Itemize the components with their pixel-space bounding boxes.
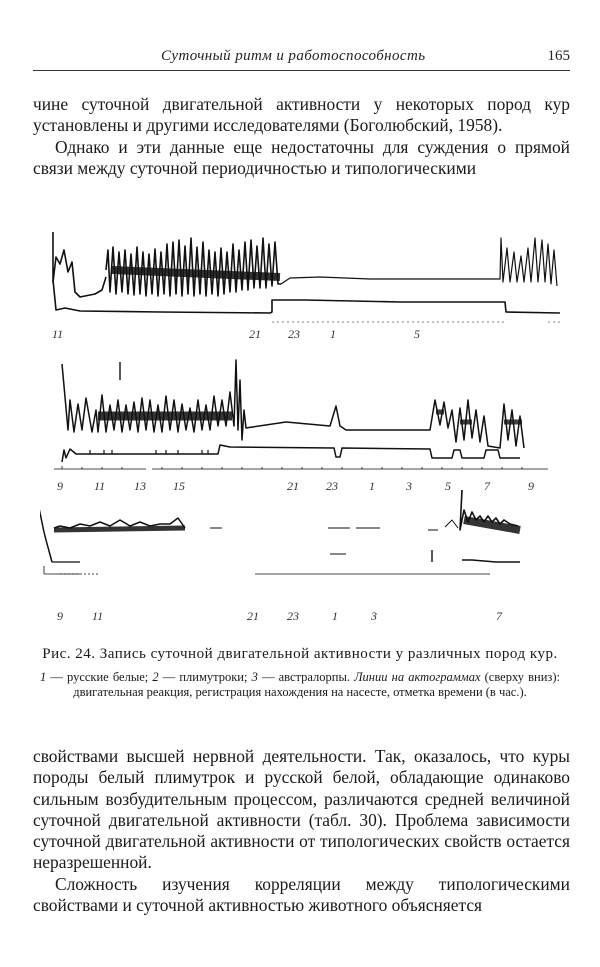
tick-label: 7	[484, 479, 490, 493]
tick-label: 7	[496, 609, 502, 623]
header-rule	[33, 70, 570, 71]
tick-label: 15	[173, 479, 185, 493]
tick-label: 11	[52, 327, 64, 341]
actogram-chart	[40, 222, 560, 632]
actogram-2	[54, 360, 548, 469]
actogram-1	[53, 232, 560, 322]
actogram-3	[40, 490, 520, 574]
figure-actograms	[40, 222, 560, 632]
legend-text: — плимутроки;	[158, 670, 252, 684]
paragraph: чине суточной двигательной активности у некоторых пород кур установлены и другими исследователями (Боголюбский, 1958).	[33, 94, 570, 136]
tick-label: 21	[249, 327, 261, 341]
paragraph: Сложность изучения корреляции между типологическими свойствами и суточной активностью животного объясняется	[33, 873, 570, 916]
running-title: Суточный ритм и работоспособность	[161, 48, 426, 64]
legend-number: 2	[152, 670, 159, 684]
legend-number: 3	[251, 670, 258, 684]
legend-italic: Линии на актограммах	[354, 670, 481, 684]
tick-label: 3	[406, 479, 412, 493]
page-number: 165	[547, 48, 570, 64]
tick-label: 1	[369, 479, 375, 493]
tick-label: 21	[247, 609, 259, 623]
legend-number: 1	[40, 670, 47, 684]
tick-label: 13	[134, 479, 146, 493]
paragraph: Однако и эти данные еще недостаточны для суждения о прямой связи между суточной периодичностью и типологическими	[33, 136, 570, 178]
legend-text: (сверху вниз): двигательная реакция, регистрация нахождения на насесте, отметка времени (в час.).	[73, 670, 560, 699]
tick-label: 5	[414, 327, 420, 341]
tick-label: 5	[445, 479, 451, 493]
legend-text: — русские белые;	[46, 670, 153, 684]
tick-label: 9	[57, 609, 63, 623]
tick-label: 23	[288, 327, 300, 341]
tick-label: 9	[57, 479, 63, 493]
tick-label: 3	[371, 609, 377, 623]
figure-caption	[40, 645, 560, 699]
caption-title: Рис. 24. Запись суточной двигательной активности у различных пород кур.	[42, 646, 558, 662]
tick-label: 23	[326, 479, 338, 493]
paragraph: свойствами высшей нервной деятельности. Так, оказалось, что куры породы белый плимутрок и русской белой, обладающие одинаково сильным возбудительным процессом, различаются средней величиной суточной двигательной активности (табл. 30). Проблема зависимости суточной двигательной активности от типологических свойств остается неразрешенной.	[33, 746, 570, 873]
tick-label: 11	[94, 479, 106, 493]
tick-label: 21	[287, 479, 299, 493]
tick-label: 1	[330, 327, 336, 341]
tick-label: 23	[287, 609, 299, 623]
tick-label: 1	[332, 609, 338, 623]
running-header	[33, 46, 570, 68]
body-text-bottom	[33, 746, 570, 916]
legend-text: — австралорпы.	[257, 670, 355, 684]
tick-label: 9	[528, 479, 534, 493]
tick-label: 11	[92, 609, 104, 623]
body-text-top	[33, 94, 570, 179]
caption-legend	[40, 670, 560, 699]
